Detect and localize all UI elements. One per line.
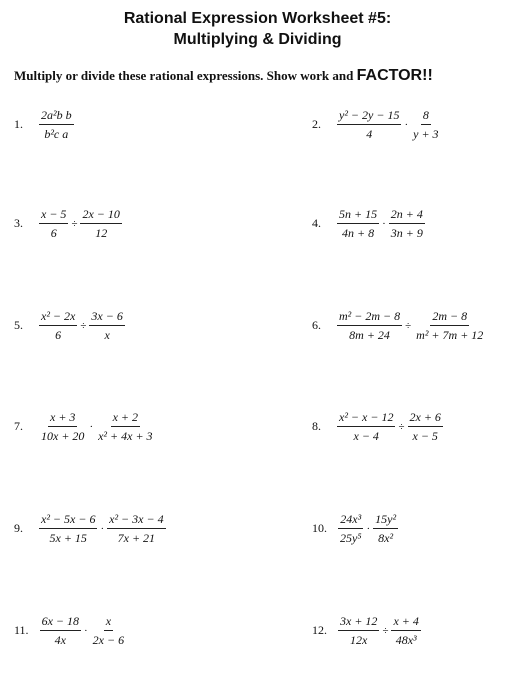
denominator: 5x + 15 <box>49 531 87 545</box>
numerator: x² − x − 12 <box>337 410 395 427</box>
problem-2 <box>312 108 442 141</box>
numerator: 8 <box>421 108 431 125</box>
numerator: x − 5 <box>39 207 68 224</box>
problem-7 <box>14 410 156 443</box>
instructions-text: Multiply or divide these rational expressions. Show work and <box>14 68 357 83</box>
operator: ÷ <box>80 319 87 332</box>
denominator: 6 <box>55 328 62 342</box>
fraction-1 <box>337 207 379 240</box>
numerator: 15y² <box>373 512 398 529</box>
denominator: x − 4 <box>353 429 379 443</box>
problem-number: 10. <box>312 521 327 535</box>
instructions-emphasis: FACTOR!! <box>356 67 433 84</box>
operator: · <box>404 118 409 131</box>
denominator: 12x <box>350 633 368 647</box>
fraction-1 <box>337 309 402 342</box>
fraction-2 <box>389 207 425 240</box>
problem-1 <box>14 108 75 141</box>
problem-10 <box>312 512 399 545</box>
problem-11 <box>14 614 127 647</box>
operator: ÷ <box>405 319 412 332</box>
denominator: 10x + 20 <box>41 429 85 443</box>
fraction-2 <box>411 108 440 141</box>
numerator: 3x + 12 <box>338 614 379 631</box>
fraction-2 <box>414 309 485 342</box>
problem-9 <box>14 512 167 545</box>
problem-number: 5. <box>14 318 23 332</box>
problem-number: 2. <box>312 117 321 131</box>
denominator: 4 <box>366 127 373 141</box>
fraction-1 <box>39 410 86 443</box>
numerator: 2m − 8 <box>430 309 469 326</box>
problem-12 <box>312 614 422 647</box>
denominator: 12 <box>95 226 108 240</box>
fraction-1 <box>40 614 81 647</box>
denominator: 2x − 6 <box>92 633 125 647</box>
numerator: x² − 3x − 4 <box>107 512 165 529</box>
problem-4 <box>312 207 426 240</box>
fraction-1 <box>337 108 401 141</box>
problem-number: 6. <box>312 318 321 332</box>
numerator: x + 4 <box>391 614 420 631</box>
fraction-2 <box>373 512 398 545</box>
fraction-2 <box>107 512 165 545</box>
problem-6 <box>312 309 486 342</box>
denominator: b²c a <box>44 127 69 141</box>
fraction-2 <box>96 410 154 443</box>
problem-number: 3. <box>14 216 23 230</box>
denominator: 7x + 21 <box>117 531 156 545</box>
operator: · <box>382 217 386 230</box>
denominator: m² + 7m + 12 <box>416 328 484 342</box>
problem-number: 8. <box>312 419 321 433</box>
instructions <box>14 67 433 85</box>
operator: ÷ <box>382 624 389 637</box>
denominator: x² + 4x + 3 <box>98 429 153 443</box>
operator: ÷ <box>71 217 78 230</box>
numerator: 24x³ <box>338 512 363 529</box>
fraction-1 <box>39 207 68 240</box>
problem-8 <box>312 410 444 443</box>
numerator: m² − 2m − 8 <box>337 309 402 326</box>
denominator: x <box>104 328 110 342</box>
fraction-2 <box>408 410 443 443</box>
problem-number: 4. <box>312 216 321 230</box>
fraction-1 <box>337 410 395 443</box>
fraction-2 <box>391 614 420 647</box>
problem-5 <box>14 309 126 342</box>
operator: · <box>84 624 88 637</box>
operator: · <box>366 522 371 535</box>
operator: ÷ <box>398 420 405 433</box>
worksheet-subtitle: Multiplying & Dividing <box>173 31 342 48</box>
numerator: 2a²b b <box>39 108 74 125</box>
problem-number: 1. <box>14 117 23 131</box>
fraction-2 <box>91 614 126 647</box>
denominator: 4n + 8 <box>342 226 375 240</box>
denominator: 25y⁵ <box>340 531 362 545</box>
denominator: 3n + 9 <box>390 226 423 240</box>
fraction-1 <box>338 512 364 545</box>
numerator: x² − 5x − 6 <box>39 512 97 529</box>
worksheet-title: Rational Expression Worksheet #5: <box>123 10 392 27</box>
denominator: x − 5 <box>412 429 438 443</box>
numerator: 5n + 15 <box>337 207 379 224</box>
numerator: 2n + 4 <box>389 207 425 224</box>
denominator: 8m + 24 <box>349 328 390 342</box>
denominator: 6 <box>50 226 57 240</box>
problem-number: 9. <box>14 521 23 535</box>
numerator: 2x + 6 <box>408 410 443 427</box>
numerator: x + 2 <box>111 410 140 427</box>
fraction-1 <box>39 309 77 342</box>
denominator: y + 3 <box>413 127 439 141</box>
numerator: x <box>104 614 113 631</box>
problem-number: 11. <box>14 623 29 637</box>
fraction-2 <box>80 207 121 240</box>
fraction-2 <box>89 309 124 342</box>
fraction-1 <box>39 512 97 545</box>
operator: · <box>89 420 94 433</box>
numerator: y² − 2y − 15 <box>337 108 401 125</box>
numerator: 2x − 10 <box>80 207 121 224</box>
fraction <box>39 108 74 141</box>
numerator: 6x − 18 <box>40 614 81 631</box>
denominator: 48x³ <box>395 633 417 647</box>
numerator: x² − 2x <box>39 309 77 326</box>
operator: · <box>100 522 105 535</box>
denominator: 4x <box>54 633 66 647</box>
numerator: x + 3 <box>48 410 77 427</box>
problem-number: 12. <box>312 623 327 637</box>
problem-3 <box>14 207 123 240</box>
numerator: 3x − 6 <box>89 309 124 326</box>
fraction-1 <box>338 614 379 647</box>
denominator: 8x² <box>378 531 394 545</box>
problem-number: 7. <box>14 419 23 433</box>
